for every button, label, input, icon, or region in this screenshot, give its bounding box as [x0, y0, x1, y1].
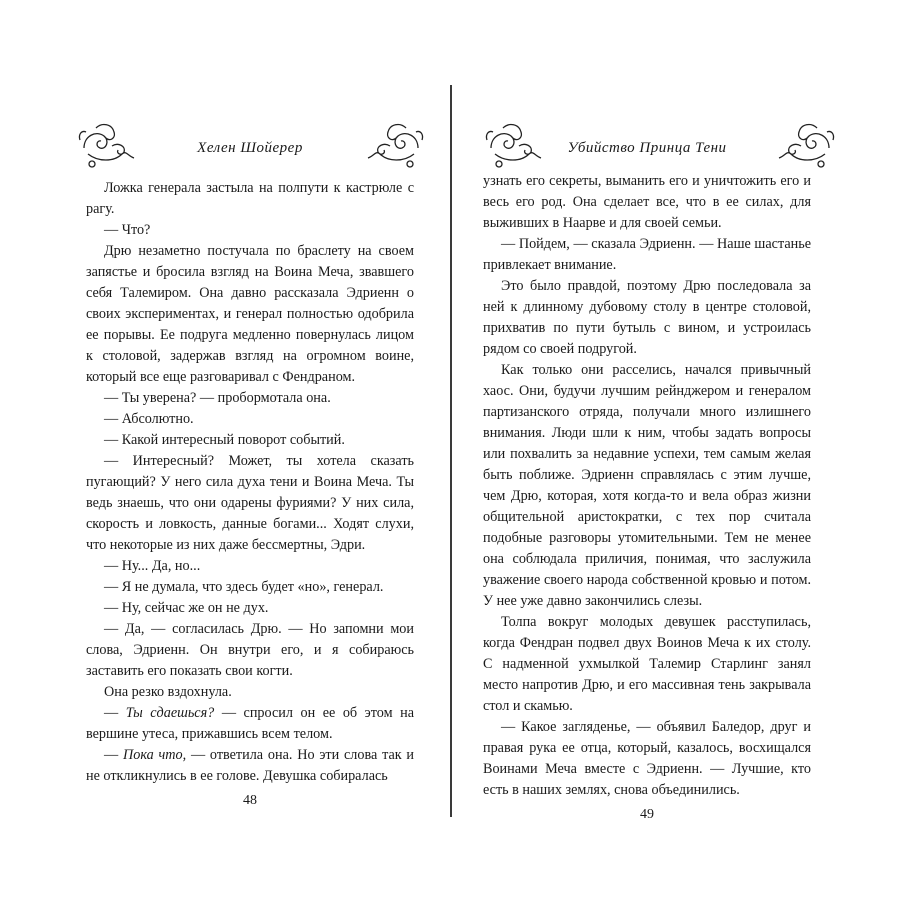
paragraph: Дрю незаметно постучала по браслету на своем запястье и бросила взгляд на Воина Меча, звавшего себя Талемиром. Она давно рассказала Эдриенн о своих экспериментах, и генерал полностью одобрила ее порывы. Ее подруга медленно повернулась лицом к столовой, задержав взгляд на огромном воине, который все еще разговаривал с Фендраном.: [86, 243, 414, 385]
left-page-header: [86, 118, 414, 174]
speech-continuation: — ответила она. Но эти слова так и не откликнулись в ее голове. Девушка собиралась: [86, 747, 415, 784]
paragraph: — Ну, сейчас же он не дух.: [104, 600, 269, 616]
paragraph: — Ну... Да, но...: [104, 558, 201, 574]
speech-continuation: — спросил он ее об этом на вершине утеса, прижавшись всем телом.: [86, 705, 414, 742]
paragraph: — Я не думала, что здесь будет «но», генерал.: [104, 579, 384, 595]
page-number: 48: [243, 793, 257, 808]
floral-ornament-icon: [775, 118, 837, 172]
book-gutter-line: [450, 85, 452, 817]
paragraph: — Ты уверена? — пробормотала она.: [104, 390, 331, 406]
paragraph: — Интересный? Может, ты хотела сказать пугающий? У него сила духа тени и Воина Меча. Ты ведь знаешь, что они одарены фуриями? У них сила, скорость и ловкость, данные богами... Ходят слухи, что некоторые из них даже бессмертны, Эдри.: [86, 453, 414, 553]
running-head: Убийство Принца Тени: [567, 140, 727, 156]
page-number: 49: [640, 807, 654, 822]
paragraph: — Да, — согласилась Дрю. — Но запомни мои слова, Эдриенн. Он внутри его, и я собираюсь заставить его показать свои когти.: [86, 621, 414, 679]
paragraph: — Что?: [104, 222, 151, 238]
paragraph: Это было правдой, поэтому Дрю последовала за ней к длинному дубовому столу в центре столовой, прихватив по пути бутыль с вином, и устроилась рядом со своей подругой.: [483, 278, 811, 357]
italic-speech: Пока что,: [122, 747, 187, 763]
paragraph: узнать его секреты, выманить его и уничтожить его и весь его род. Она сделает все, что в ее силах, для выживших в Наарве и для своей семьи.: [483, 173, 811, 231]
paragraph: — Какое загляденье, — объявил Баледор, друг и правая рука ее отца, который, казалось, восхищался Воинами Меча вместе с Эдриенн. — Лучшие, кто есть в наших землях, снова объединились.: [483, 719, 811, 798]
left-page: [86, 118, 414, 809]
paragraph: Толпа вокруг молодых девушек расступилась, когда Фендран подвел двух Воинов Меча к их столу. С надменной ухмылкой Талемир Старлинг занял место напротив Дрю, и его массивная тень закрывала стол и скамью.: [483, 614, 811, 714]
paragraph: Как только они расселись, начался привычный хаос. Они, будучи лучшим рейнджером и генералом партизанского отряда, получали много излишнего внимания. Люди шли к ним, чтобы задать вопросы или похвалить за недавние успехи, тем самым желая быть поближе. Эдриенн справлялась с этим лучше, чем Дрю, которая, хотя когда-то и вела образ жизни общительной аристократки, с тех пор считала подобные разговоры утомительными. Тем не менее она соблюдала приличия, понимая, что заслужила уважение своего народа собственной кровью и потом. У нее уже давно закончились слезы.: [483, 362, 811, 609]
paragraph: — Какой интересный поворот событий.: [104, 432, 345, 448]
right-page-text: [483, 171, 811, 801]
paragraph: — Абсолютно.: [104, 411, 194, 427]
italic-speech: Ты сдаешься?: [125, 705, 215, 721]
right-page: [483, 118, 811, 823]
left-page-text: [86, 178, 414, 787]
floral-ornament-icon: [364, 118, 426, 172]
right-page-header: [483, 118, 811, 174]
running-head: Хелен Шойерер: [197, 140, 303, 156]
paragraph: — Ты сдаешься? — спросил он ее об этом на вершине утеса, прижавшись всем телом.: [86, 705, 414, 742]
paragraph: Она резко вздохнула.: [104, 684, 232, 700]
paragraph: — Пойдем, — сказала Эдриенн. — Наше шастанье привлекает внимание.: [483, 236, 811, 273]
paragraph: — Пока что, — ответила она. Но эти слова так и не откликнулись в ее голове. Девушка собиралась: [86, 747, 415, 784]
paragraph: Ложка генерала застыла на полпути к кастрюле с рагу.: [86, 180, 414, 217]
